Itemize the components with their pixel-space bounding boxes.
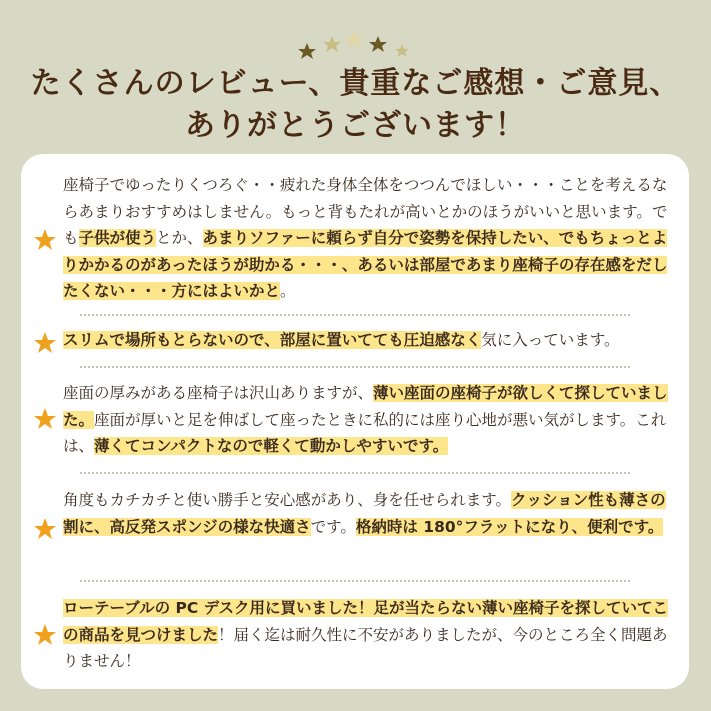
highlighted-text: 方にはよいかと — [171, 282, 281, 300]
star-icon — [33, 228, 57, 252]
highlighted-text: ローテーブルの PC デスク — [63, 599, 250, 617]
star-icon — [344, 30, 364, 49]
review-text-segment: ！届く迄は耐久性に不安がありましたが、今のところ全く問題ありません！ — [63, 625, 668, 670]
review-text-segment: とか、 — [156, 229, 203, 247]
star-icon — [33, 331, 57, 355]
highlighted-text: ・・・ — [125, 282, 172, 300]
star-icon — [298, 43, 316, 59]
highlighted-text: 用に買いました！ — [249, 599, 374, 617]
highlighted-text: ・・・、 — [295, 255, 358, 274]
highlighted-text: を探していてこの商品を見つけました — [63, 599, 669, 644]
highlighted-text: 薄くてコンパクトなので軽くて動かしやすい — [94, 437, 403, 455]
review-text-segment: 座面が厚いと足を伸ばして座ったときに私的には座り心地が悪い気がします。これは、 — [63, 410, 667, 455]
highlighted-text: あるいは — [357, 255, 420, 274]
review-text — [63, 380, 675, 460]
highlighted-text: 足が当たらない薄い座椅子 — [373, 599, 560, 617]
review-text-segment: 気に入っています。 — [481, 331, 620, 349]
review-text-segment: です。 — [310, 517, 356, 536]
highlighted-text: スリムで場所もとらない — [63, 331, 234, 349]
review-1 — [63, 172, 675, 305]
highlighted-text: 部屋に置いてても圧迫感なく — [279, 331, 482, 349]
review-text — [63, 327, 675, 354]
review-3 — [63, 380, 675, 460]
star-icon — [33, 517, 57, 541]
highlighted-text: あまりソファーに頼らず自分で姿勢を保持したい、でもちょっとより — [63, 229, 668, 274]
review-text-segment: 角度もカチカチと使い勝手と安心感があり、身を任せられます。 — [63, 491, 511, 509]
review-text-segment: 座椅子でゆったりくつろぐ・・疲れた身体全体をつつんでほしい・・・ことを考えるならあまりおすすめはしません。もっと背もたれが高いとかのほうがいいと思います。でも — [63, 176, 668, 247]
highlighted-text: 子供が使う — [78, 229, 157, 247]
star-icon — [395, 44, 409, 57]
star-icon — [369, 36, 387, 52]
highlighted-text: ので、 — [233, 331, 280, 349]
review-text-segment: 座面の厚みがある座椅子は沢山ありますが、 — [63, 384, 374, 402]
highlighted-text: です。 — [618, 517, 664, 536]
headline-line-2: ありがとうございます！ — [185, 108, 526, 143]
review-text — [63, 487, 675, 540]
highlighted-text: 部屋であまり座椅子の存在感をだしたくない — [63, 255, 668, 300]
star-icon — [33, 623, 57, 647]
review-4 — [63, 487, 675, 540]
star-icon — [323, 36, 341, 52]
highlighted-text: クッション性も薄さの割に、高反発スポンジの様な快適さ — [63, 491, 666, 536]
divider — [80, 472, 630, 474]
review-5 — [63, 595, 675, 675]
headline-line-1: たくさんのレビュー、貴重なご感想・ご意見、 — [30, 66, 681, 101]
highlighted-text: かかるのがあったほうが助かる — [78, 255, 296, 274]
highlighted-text: 格納時は 180°フラットになり、便利 — [355, 517, 619, 536]
review-2 — [63, 327, 675, 354]
review-text — [63, 595, 675, 675]
decorative-stars — [0, 20, 711, 60]
review-text — [63, 172, 675, 305]
highlighted-text: 薄い座面の座椅子が欲しくて探していました。 — [63, 384, 668, 429]
divider — [80, 580, 630, 582]
divider — [80, 366, 630, 368]
divider — [80, 314, 630, 316]
star-icon — [33, 407, 57, 431]
review-text-segment: 。 — [280, 282, 296, 300]
highlighted-text: です。 — [402, 437, 449, 455]
